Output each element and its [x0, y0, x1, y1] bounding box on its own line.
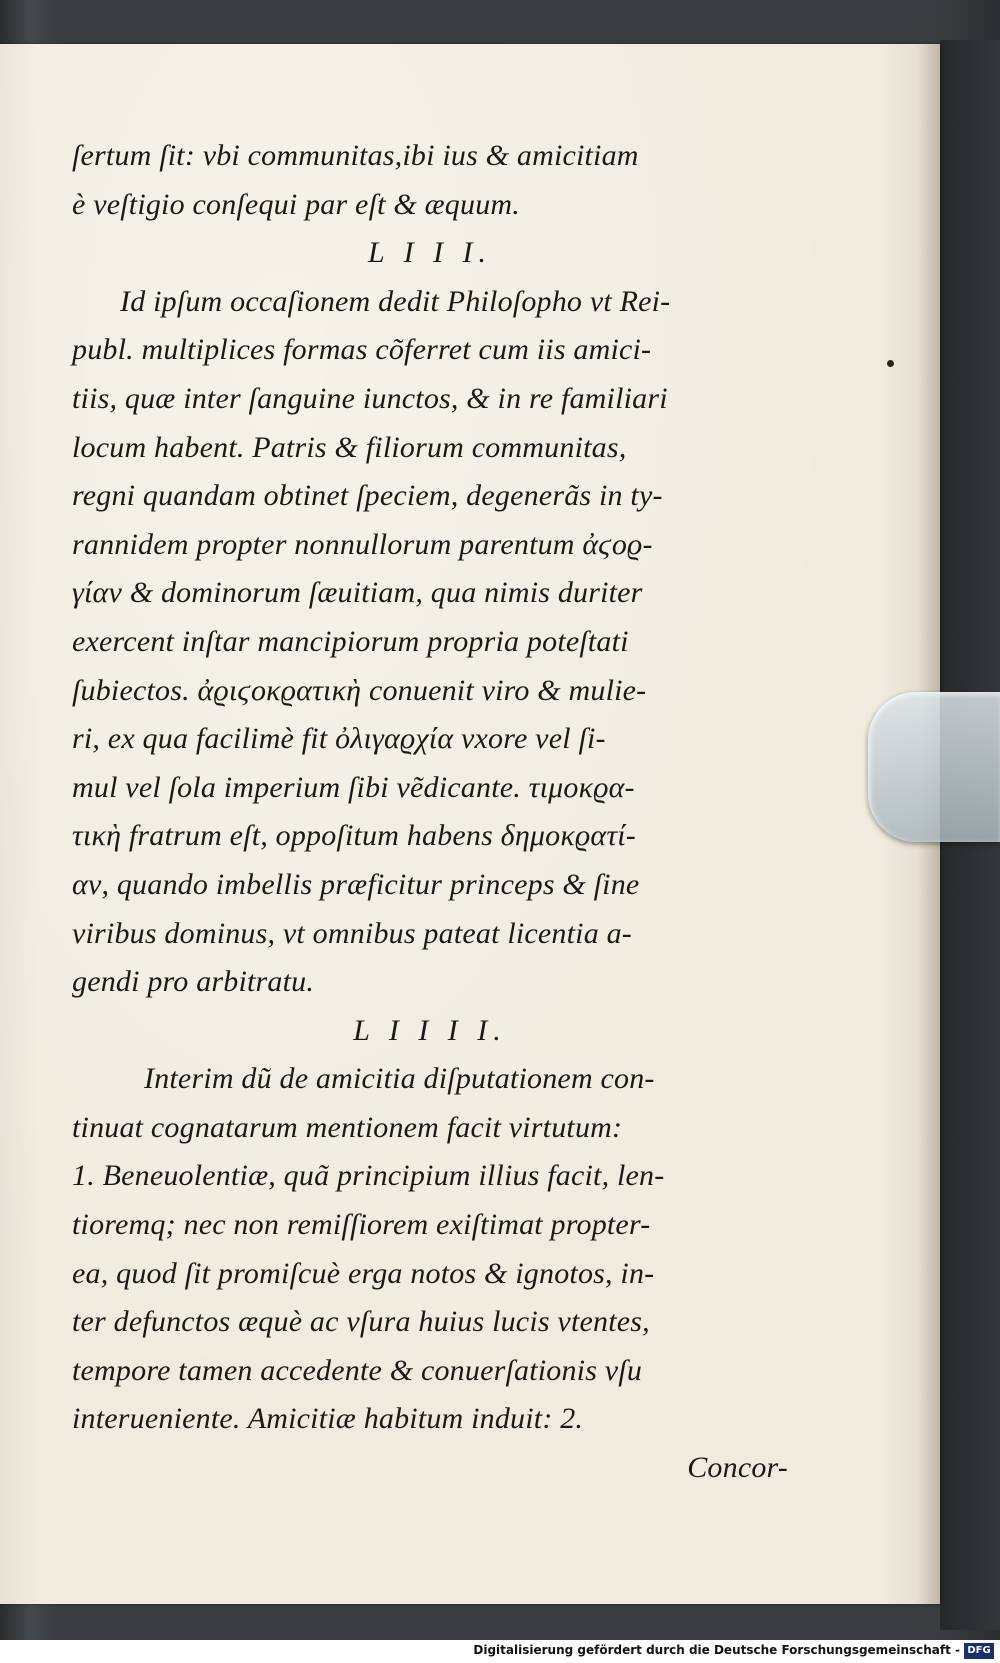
text-line: tempore tamen accedente & conuerſationis vſu — [72, 1353, 643, 1387]
text-line: ſubiectos. ἀϱιϛοκϱατικὴ conuenit viro & mulie- — [72, 673, 647, 707]
text-line: τικὴ fratrum eſt, oppoſitum habens δημοκϱατί- — [72, 819, 636, 853]
text-line: gendi pro arbitratu. — [72, 965, 315, 999]
text-line: Id ipſum occaſionem dedit Philoſopho vt Rei- — [120, 284, 671, 318]
text-line: publ. multiplices formas cõferret cum iis amici- — [72, 333, 652, 367]
text-line: ſertum ſit: vbi communitas,ibi ius & amicitiam — [72, 139, 639, 172]
section-heading: L I I I I. — [353, 1013, 507, 1047]
dfg-logo: DFG — [964, 1643, 994, 1659]
text-line: locum habent. Patris & filiorum communitas, — [72, 430, 627, 464]
text-line: è veſtigio conſequi par eſt & æquum. — [72, 187, 520, 221]
text-line: γίαν & dominorum ſæuitiam, qua nimis duriter — [72, 576, 643, 610]
page-text — [72, 132, 788, 1493]
text-line: regni quandam obtinet ſpeciem, degenerãs in ty- — [72, 479, 663, 513]
text-line: tioremq; nec non remiſſiorem exiſtimat propter- — [72, 1208, 651, 1242]
text-line: interueniente. Amicitiæ habitum induit: 2. — [72, 1402, 584, 1436]
text-line: 1. Beneuolentiæ, quã principium illius facit, len- — [72, 1159, 665, 1193]
text-line: Concor- — [687, 1451, 788, 1485]
ink-spot — [887, 360, 894, 367]
text-line: αν, quando imbellis præficitur princeps & ſine — [72, 867, 640, 901]
text-line: Interim dũ de amicitia diſputationem con- — [144, 1062, 655, 1096]
page-clip — [868, 692, 1000, 842]
text-line: ri, ex qua facilimè fit ὀλιγαϱχία vxore vel ſi- — [72, 722, 606, 756]
text-line: exercent inſtar mancipiorum propria poteſtati — [72, 624, 629, 658]
section-heading: L I I I. — [367, 236, 493, 270]
text-line: mul vel ſola imperium ſibi vẽdicante. τιμοκϱα- — [72, 770, 635, 804]
text-line: tiis, quæ inter ſanguine iunctos, & in re familiari — [72, 381, 668, 415]
digitization-credit: Digitalisierung gefördert durch die Deutsche Forschungsgemeinschaft - — [473, 1643, 960, 1657]
text-line: viribus dominus, vt omnibus pateat licentia a- — [72, 916, 632, 950]
text-line: rannidem propter nonnullorum parentum ἀϛοϱ- — [72, 527, 653, 561]
text-line: tinuat cognatarum mentionem facit virtutum: — [72, 1110, 623, 1144]
text-line: ter defunctos æquè ac vſura huius lucis vtentes, — [72, 1305, 650, 1339]
text-line: ea, quod ſit promiſcuè erga notos & ignotos, in- — [72, 1256, 655, 1290]
